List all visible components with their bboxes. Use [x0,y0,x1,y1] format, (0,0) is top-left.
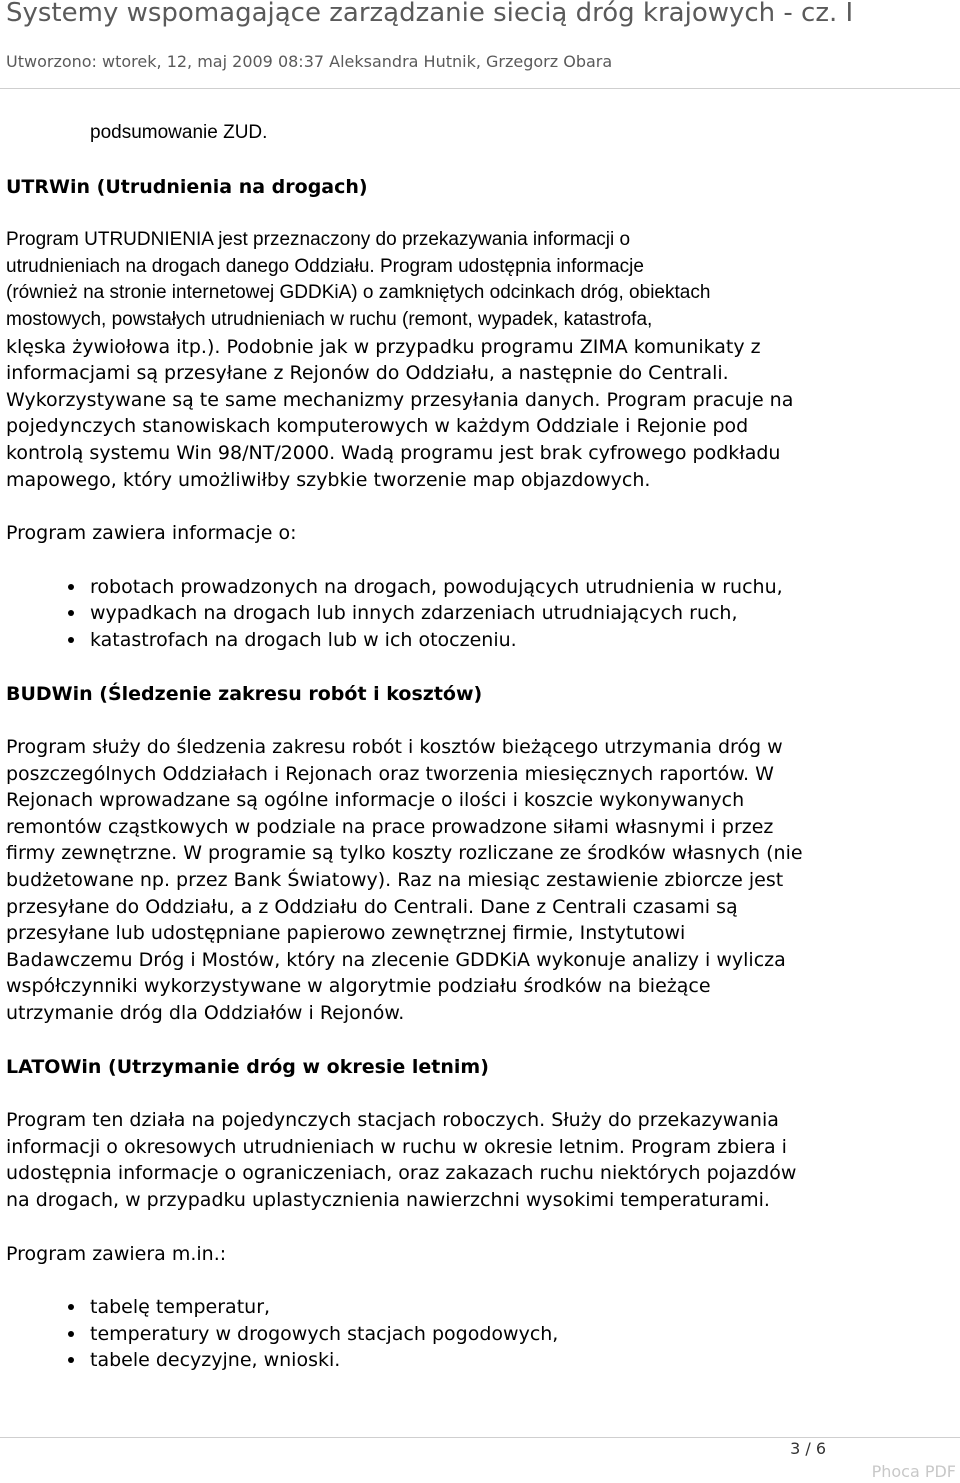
bud-line: Program służy do śledzenia zakresu robót i kosztów bieżącego utrzymania dróg w [6,736,783,759]
utr-line: Wykorzystywane są te same mechanizmy przesyłania danych. Program pracuje na [6,388,794,411]
article-body [6,120,951,1374]
lato-paragraph [6,1107,951,1213]
lato-heading: LATOWin (Utrzymanie dróg w okresie letnim) [6,1055,489,1078]
utr-line: kontrolą systemu Win 98/NT/2000. Wadą programu jest brak cyfrowego podkładu [6,441,781,464]
bud-line: poszczególnych Oddziałach i Rejonach oraz tworzenia miesięcznych raportów. W [6,762,774,785]
bud-paragraph [6,734,951,1027]
document-meta: Utworzono: wtorek, 12, maj 2009 08:37 Aleksandra Hutnik, Grzegorz Obara [6,52,613,71]
list-item: temperatury w drogowych stacjach pogodowych, [6,1321,951,1348]
bud-line: Rejonach wprowadzane są ogólne informacje o ilości i koszcie wykonywanych [6,789,745,812]
bullet-icon [68,637,74,643]
utr-line: klęska żywiołowa itp.). Podobnie jak w przypadku programu ZIMA komunikaty z [6,335,761,358]
list-item: wypadkach na drogach lub innych zdarzeniach utrudniających ruch, [6,600,951,627]
utr-heading: UTRWin (Utrudnienia na drogach) [6,175,368,198]
page-number: 3 / 6 [790,1439,826,1458]
bullet-icon [68,1357,74,1363]
lato-line: informacji o okresowych utrudnieniach w ruchu w okresie letnim. Program zbiera i [6,1135,787,1158]
utr-line: pojedynczych stanowiskach komputerowych w każdym Oddziale i Rejonie pod [6,415,749,438]
bud-line: budżetowane np. przez Bank Światowy). Raz na miesiąc zestawienie zbiorcze jest [6,869,784,892]
bullet-icon [68,1331,74,1337]
utr-list [6,574,951,654]
lato-line: Program ten działa na pojedynczych stacjach roboczych. Służy do przekazywania [6,1109,779,1132]
utr-line: mapowego, który umożliwiłby szybkie tworzenie map objazdowych. [6,468,651,491]
utr-line: utrudnieniach na drogach danego Oddziału. Program udostępnia informacje [6,255,644,277]
header-divider [0,88,960,89]
list-item: robotach prowadzonych na drogach, powodujących utrudnienia w ruchu, [6,574,951,601]
lato-list-intro: Program zawiera m.in.: [6,1242,227,1265]
bud-line: remontów cząstkowych w podziale na prace prowadzone siłami własnymi i przez [6,815,774,838]
bullet-icon [68,584,74,590]
list-item: katastrofach na drogach lub w ich otoczeniu. [6,627,951,654]
intro-text: podsumowanie ZUD. [90,122,268,143]
bud-line: utrzymanie dróg dla Oddziałów i Rejonów. [6,1002,405,1025]
list-item: tabele decyzyjne, wnioski. [6,1347,951,1374]
bullet-icon [68,610,74,616]
utr-line: informacjami są przesyłane z Rejonów do Oddziału, a następnie do Centrali. [6,362,729,385]
bud-line: przesyłane do Oddziału, a z Oddziału do Centrali. Dane z Centrali czasami są [6,895,738,918]
document-title: Systemy wspomagające zarządzanie siecią dróg krajowych - cz. I [6,0,854,28]
lato-line: udostępnia informacje o ograniczeniach, oraz zakazach ruchu niektórych pojazdów [6,1162,797,1185]
lato-list [6,1294,951,1374]
lato-line: na drogach, w przypadku uplastycznienia nawierzchni wysokimi temperaturami. [6,1189,770,1211]
utr-paragraph [6,227,951,493]
bullet-icon [68,1304,74,1310]
bud-line: firmy zewnętrzne. W programie są tylko koszty rozliczane ze środków własnych (nie [6,842,803,865]
list-item: tabelę temperatur, [6,1294,951,1321]
utr-line: (również na stronie internetowej GDDKiA) o zamkniętych odcinkach dróg, obiektach [6,282,711,304]
utr-list-intro: Program zawiera informacje o: [6,522,297,545]
bud-line: przesyłane lub udostępniane papierowo zewnętrznej firmie, Instytutowi [6,922,686,945]
utr-line: mostowych, powstałych utrudnieniach w ruchu (remont, wypadek, katastrofa, [6,308,653,330]
bud-heading: BUDWin (Śledzenie zakresu robót i kosztów) [6,682,483,705]
utr-line: Program UTRUDNIENIA jest przeznaczony do przekazywania informacji o [6,229,631,251]
bud-line: Badawczemu Dróg i Mostów, który na zlecenie GDDKiA wykonuje analizy i wylicza [6,948,786,971]
phoca-pdf-link[interactable]: Phoca PDF [871,1462,956,1481]
bud-line: współczynniki wykorzystywane w algorytmie podziału środków na bieżące [6,975,711,998]
